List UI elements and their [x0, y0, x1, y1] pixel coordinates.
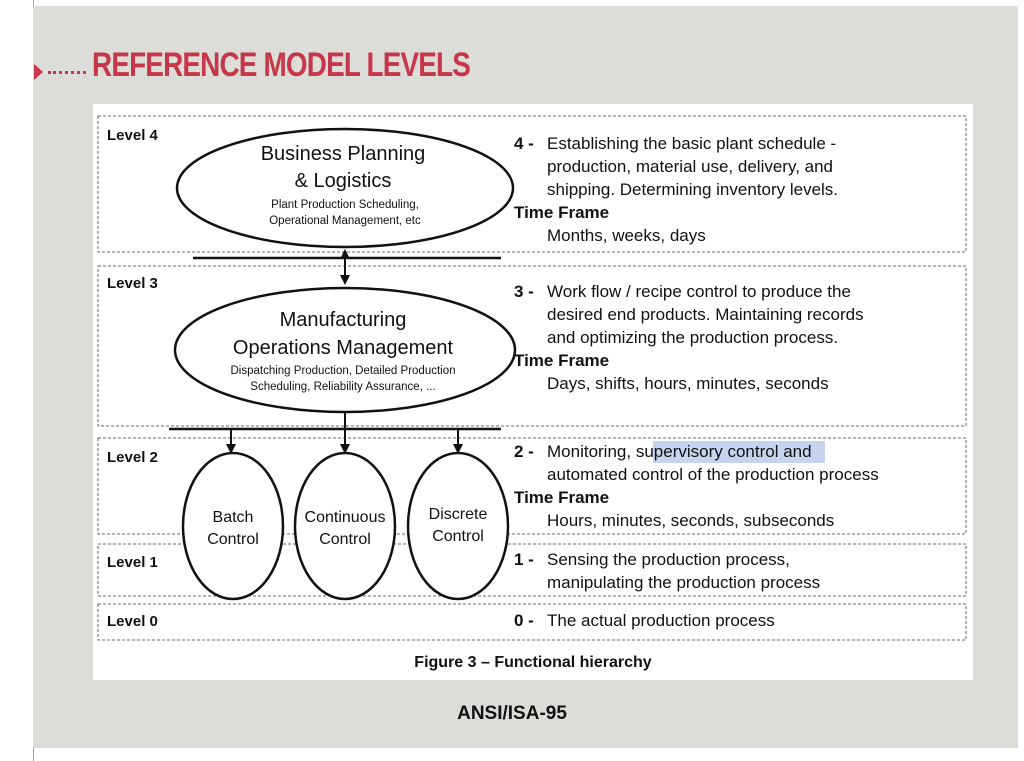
business-sub-line2: Operational Management, etc [269, 215, 421, 227]
level-0-number: 0 - [514, 611, 534, 630]
level-2-desc-highlight: supervisory control [635, 442, 779, 461]
level-0-label: Level 0 [107, 613, 158, 630]
level-1-number: 1 - [514, 550, 534, 569]
discrete-line1: Discrete [428, 506, 488, 523]
mom-title-line1: Manufacturing [279, 309, 407, 331]
level-4-timeframe-label: Time Frame [514, 203, 610, 222]
level-2-desc-pre: Monitoring, [547, 442, 636, 461]
slide-title: REFERENCE MODEL LEVELS [92, 46, 471, 84]
level-3-number: 3 - [514, 282, 534, 301]
level-4-number: 4 - [514, 134, 534, 153]
level-4-timeframe-value: Months, weeks, days [547, 226, 706, 245]
mom-sub-line2: Scheduling, Reliability Assurance, ... [250, 381, 436, 393]
level-2-timeframe-value: Hours, minutes, seconds, subseconds [547, 511, 835, 530]
level-2-desc-post: and [778, 442, 812, 461]
level-1-label: Level 1 [107, 554, 158, 571]
level-1-desc-line1: Sensing the production process, [547, 550, 790, 569]
discrete-line2: Control [432, 528, 484, 545]
continuous-line2: Control [319, 531, 371, 548]
discrete-control-ellipse [408, 453, 508, 599]
continuous-control-ellipse [295, 453, 395, 599]
footer-source: ANSI/ISA-95 [457, 703, 567, 724]
level-2-desc-line2: automated control of the production process [547, 465, 879, 484]
business-title-line2: & Logistics [294, 170, 392, 192]
level-1-desc-line2: manipulating the production process [547, 573, 821, 592]
continuous-line1: Continuous [304, 509, 386, 526]
level-3-label: Level 3 [107, 275, 158, 292]
level-2-timeframe-label: Time Frame [514, 488, 610, 507]
level-3-desc-line1: Work flow / recipe control to produce the [547, 282, 851, 301]
batch-line1: Batch [212, 509, 254, 526]
mom-title-line2: Operations Management [232, 337, 454, 359]
figure-caption: Figure 3 – Functional hierarchy [414, 654, 652, 671]
level-3-desc-line2: desired end products. Maintaining records [547, 305, 864, 324]
level-4-desc-line3: shipping. Determining inventory levels. [547, 180, 839, 199]
title-arrow-icon [34, 64, 43, 80]
level-3-desc-line3: and optimizing the production process. [547, 328, 839, 347]
level-4-desc-line2: production, material use, delivery, and [547, 157, 834, 176]
business-sub-line1: Plant Production Scheduling, [271, 199, 419, 211]
level-2-desc-line1 [547, 442, 812, 461]
mom-sub-line1: Dispatching Production, Detailed Production [230, 365, 456, 377]
business-title-line1: Business Planning [260, 143, 426, 165]
level-3-timeframe-value: Days, shifts, hours, minutes, seconds [547, 374, 829, 393]
title-dotted-leader [48, 71, 86, 74]
hierarchy-diagram [93, 104, 973, 680]
level-3-timeframe-label: Time Frame [514, 351, 610, 370]
functional-hierarchy-figure [93, 104, 973, 680]
level-0-desc-line1: The actual production process [547, 611, 775, 630]
batch-control-ellipse [183, 453, 283, 599]
level-4-desc-line1: Establishing the basic plant schedule - [547, 134, 837, 153]
level-2-label: Level 2 [107, 449, 158, 466]
level-2-number: 2 - [514, 442, 534, 461]
level-4-label: Level 4 [107, 127, 158, 144]
batch-line2: Control [207, 531, 259, 548]
